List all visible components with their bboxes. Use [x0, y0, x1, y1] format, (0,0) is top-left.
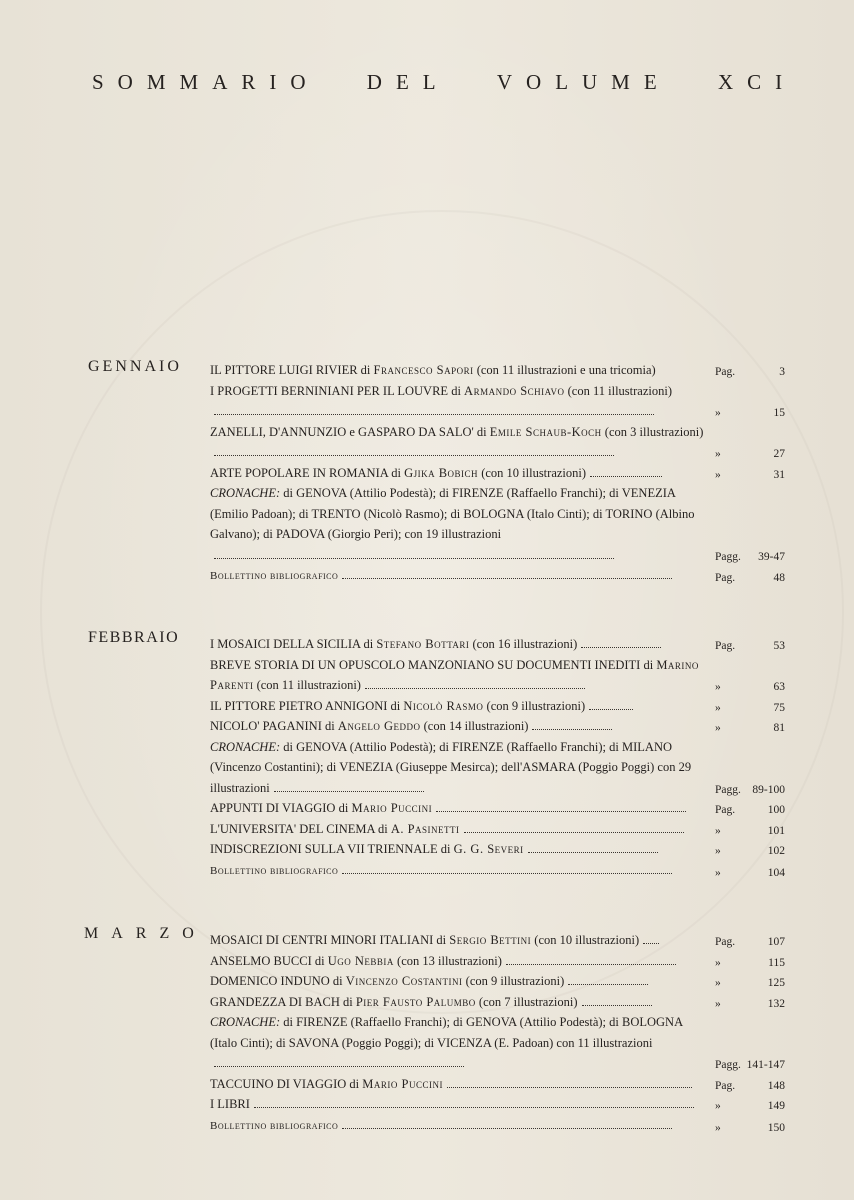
title-word-2: DEL [366, 70, 450, 94]
toc-entry-bollettino[interactable]: Bollettino bibliografico » 150 [210, 1119, 785, 1134]
toc-entry-cronache[interactable]: CRONACHE: di GENOVA (Attilio Podestà); di FIRENZE (Raffaello Franchi); di VENEZIA (Emilio Padoan); di TRENTO (Nicolò Rasmo); di BOLOGNA (Italo Cinti); di TORINO (Albino Galvano); di PADOVA (Giorgio Peri); con 19 illustrazioni Pagg. 39-47 [210, 486, 785, 563]
watermark-circle [40, 210, 844, 1014]
toc-entry-cronache[interactable]: CRONACHE: di FIRENZE (Raffaello Franchi); di GENOVA (Attilio Podestà); di BOLOGNA (Italo Cinti); di SAVONA (Poggio Poggi); di VICENZA (E. Padoan) con 11 illustrazioni Pagg. 141-147 [210, 1015, 785, 1071]
toc-entry[interactable]: MOSAICI DI CENTRI MINORI ITALIANI di Sergio Bettini (con 10 illustrazioni) Pag. 107 [210, 933, 785, 948]
month-marzo: MARZO [84, 925, 207, 942]
toc-entry[interactable]: ARTE POPOLARE IN ROMANIA di Gjika Bobich (con 10 illustrazioni) » 31 [210, 465, 785, 481]
toc-entry[interactable]: INDISCREZIONI SULLA VII TRIENNALE di G. G. Severi » 102 [210, 842, 785, 857]
toc-entry[interactable]: DOMENICO INDUNO di Vincenzo Costantini (con 9 illustrazioni) » 125 [210, 974, 785, 989]
title-word-1: SOMMARIO [92, 70, 320, 94]
toc-entry[interactable]: IL PITTORE LUIGI RIVIER di Francesco Sapori (con 11 illustrazioni e una tricomia) Pag. 3 [210, 363, 785, 378]
section-gennaio [210, 360, 785, 587]
month-gennaio: GENNAIO [88, 358, 182, 375]
title-word-3: VOLUME [496, 70, 671, 94]
toc-entry-bollettino[interactable]: Bollettino bibliografico » 104 [210, 864, 785, 879]
section-marzo [210, 930, 785, 1136]
toc-entry[interactable]: I MOSAICI DELLA SICILIA di Stefano Bottari (con 16 illustrazioni) Pag. 53 [210, 637, 785, 652]
toc-entry[interactable]: APPUNTI DI VIAGGIO di Mario Puccini Pag. 100 [210, 801, 785, 816]
toc-entry[interactable]: TACCUINO DI VIAGGIO di Mario Puccini Pag. 148 [210, 1076, 785, 1092]
toc-entry[interactable]: NICOLO' PAGANINI di Angelo Geddo (con 14 illustrazioni) » 81 [210, 719, 785, 734]
toc-entry-bollettino[interactable]: Bollettino bibliografico Pag. 48 [210, 570, 785, 584]
toc-entry[interactable]: IL PITTORE PIETRO ANNIGONI di Nicolò Rasmo (con 9 illustrazioni) » 75 [210, 698, 785, 714]
toc-entry[interactable]: L'UNIVERSITA' DEL CINEMA di A. Pasinetti » 101 [210, 821, 785, 837]
toc-entry[interactable]: ANSELMO BUCCI di Ugo Nebbia (con 13 illustrazioni) » 115 [210, 953, 785, 969]
title-word-4: XCI [717, 70, 797, 94]
section-febbraio [210, 634, 785, 881]
month-febbraio: FEBBRAIO [88, 629, 180, 646]
toc-entry[interactable]: GRANDEZZA DI BACH di Pier Fausto Palumbo (con 7 illustrazioni) » 132 [210, 994, 785, 1010]
toc-entry[interactable]: ZANELLI, D'ANNUNZIO e GASPARO DA SALO' di Emile Schaub-Koch (con 3 illustrazioni) » 27 [210, 424, 785, 460]
toc-entry[interactable]: I LIBRI » 149 [210, 1097, 785, 1112]
toc-entry[interactable]: BREVE STORIA DI UN OPUSCOLO MANZONIANO SU DOCUMENTI INEDITI di Marino Parenti (con 11 illustrazioni) » 63 [210, 657, 785, 693]
page-title [92, 70, 797, 95]
toc-entry-cronache[interactable]: CRONACHE: di GENOVA (Attilio Podestà); di FIRENZE (Raffaello Franchi); di MILANO (Vincenzo Costantini); di VENEZIA (Giuseppe Mesirca); dell'ASMARA (Poggio Poggi) con 29 illustrazioni Pagg. 89-100 [210, 739, 785, 796]
toc-entry[interactable]: I PROGETTI BERNINIANI PER IL LOUVRE di Armando Schiavo (con 11 illustrazioni) » 15 [210, 383, 785, 419]
